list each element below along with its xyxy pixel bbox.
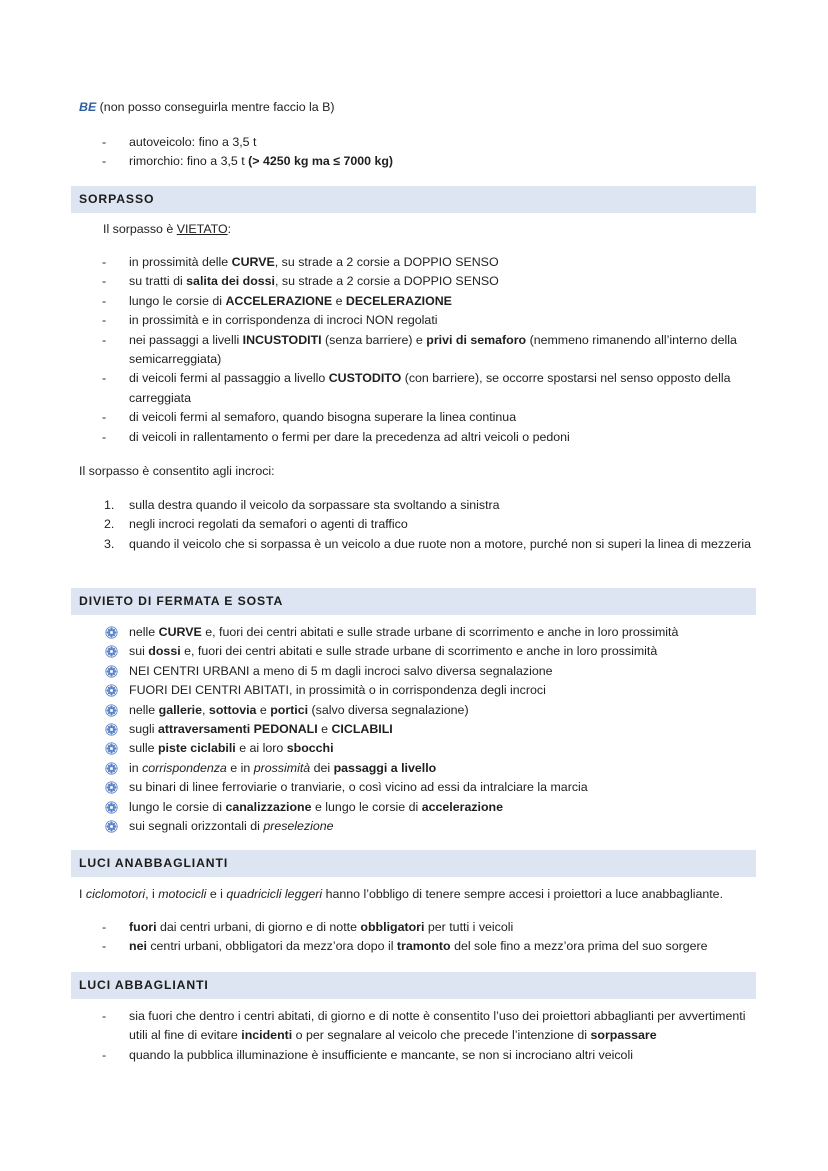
anabbaglianti-intro: I ciclomotori, i motocicli e i quadricicli leggeri hanno l’obbligo di tenere sempre accesi i proiettori a luce anabbagliante. [79, 887, 724, 901]
sorpasso-consentito-list [80, 496, 760, 554]
list-item: - autoveicolo: fino a 3,5 t [80, 133, 760, 152]
list-item: - di veicoli fermi al passaggio a livello CUSTODITO (con barriere), se occorre spostarsi nel senso opposto della carreggiata [80, 369, 760, 408]
flower-bullet-icon [105, 684, 118, 697]
list-item: - fuori dai centri urbani, di giorno e di notte obbligatori per tutti i veicoli [80, 918, 760, 937]
list-item: - sia fuori che dentro i centri abitati, di giorno e di notte è consentito l’uso dei proiettori abbaglianti per avvertimenti utili al fine di evitare incidenti o per segnalare al veicolo che precede l’intenzione di sorpassare [80, 1007, 760, 1046]
list-item: su binari di linee ferroviarie o tranviarie, o così vicino ad essi da intralciare la marcia [80, 778, 760, 797]
be-heading [79, 98, 759, 117]
list-item: - quando la pubblica illuminazione è insufficiente e mancante, se non si incrociano altri veicoli [80, 1046, 760, 1065]
sorpasso-consentito-intro: Il sorpasso è consentito agli incroci: [79, 464, 275, 478]
flower-bullet-icon [105, 723, 118, 736]
flower-bullet-icon [105, 704, 118, 717]
list-item: - di veicoli in rallentamento o fermi per dare la precedenza ad altri veicoli o pedoni [80, 428, 760, 447]
be-list [80, 133, 760, 172]
divieto-list [80, 623, 760, 836]
be-note: (non posso conseguirla mentre faccio la B) [99, 100, 335, 114]
abbaglianti-list [80, 1007, 760, 1065]
flower-bullet-icon [105, 820, 118, 833]
section-header-anabbaglianti: LUCI ANABBAGLIANTI [71, 850, 756, 877]
flower-bullet-icon [105, 801, 118, 814]
list-item: - nei passaggi a livelli INCUSTODITI (senza barriere) e privi di semaforo (nemmeno rimanendo all’interno della semicarreggiata) [80, 331, 760, 370]
list-item: NEI CENTRI URBANI a meno di 5 m dagli incroci salvo diversa segnalazione [80, 662, 760, 681]
section-header-divieto: DIVIETO DI FERMATA E SOSTA [71, 588, 756, 615]
list-item: nelle CURVE e, fuori dei centri abitati e sulle strade urbane di scorrimento e anche in loro prossimità [80, 623, 760, 642]
sorpasso-vietato-list [80, 253, 760, 447]
section-header-abbaglianti: LUCI ABBAGLIANTI [71, 972, 756, 999]
list-item: - in prossimità delle CURVE, su strade a 2 corsie a DOPPIO SENSO [80, 253, 760, 272]
flower-bullet-icon [105, 742, 118, 755]
list-item: in corrispondenza e in prossimità dei passaggi a livello [80, 759, 760, 778]
list-item: - rimorchio: fino a 3,5 t (> 4250 kg ma ≤ 7000 kg) [80, 152, 760, 171]
anabbaglianti-list [80, 918, 760, 957]
flower-bullet-icon [105, 762, 118, 775]
list-item: 3. quando il veicolo che si sorpassa è un veicolo a due ruote non a motore, purché non si superi la linea di mezzeria [104, 536, 751, 551]
list-item: FUORI DEI CENTRI ABITATI, in prossimità o in corrispondenza degli incroci [80, 681, 760, 700]
be-label: BE [79, 100, 97, 114]
list-item: 2. negli incroci regolati da semafori o agenti di traffico [104, 517, 408, 532]
flower-bullet-icon [105, 626, 118, 639]
list-item: sui segnali orizzontali di preselezione [80, 817, 760, 836]
flower-bullet-icon [105, 645, 118, 658]
list-item: - su tratti di salita dei dossi, su strade a 2 corsie a DOPPIO SENSO [80, 272, 760, 291]
flower-bullet-icon [105, 781, 118, 794]
section-header-sorpasso: SORPASSO [71, 186, 756, 213]
list-item: - nei centri urbani, obbligatori da mezz’ora dopo il tramonto del sole fino a mezz’ora prima del suo sorgere [80, 937, 760, 956]
list-item: - in prossimità e in corrispondenza di incroci NON regolati [80, 311, 760, 330]
sorpasso-intro: Il sorpasso è VIETATO: [103, 222, 232, 236]
list-item: 1. sulla destra quando il veicolo da sorpassare sta svoltando a sinistra [104, 498, 500, 512]
list-item: sui dossi e, fuori dei centri abitati e sulle strade urbane di scorrimento e anche in loro prossimità [80, 642, 760, 661]
list-item: lungo le corsie di canalizzazione e lungo le corsie di accelerazione [80, 798, 760, 817]
list-item: nelle gallerie, sottovia e portici (salvo diversa segnalazione) [80, 701, 760, 720]
list-item: - lungo le corsie di ACCELERAZIONE e DECELERAZIONE [80, 292, 760, 311]
list-item: sugli attraversamenti PEDONALI e CICLABILI [80, 720, 760, 739]
list-item: - di veicoli fermi al semaforo, quando bisogna superare la linea continua [80, 408, 760, 427]
list-item: sulle piste ciclabili e ai loro sbocchi [80, 739, 760, 758]
flower-bullet-icon [105, 665, 118, 678]
